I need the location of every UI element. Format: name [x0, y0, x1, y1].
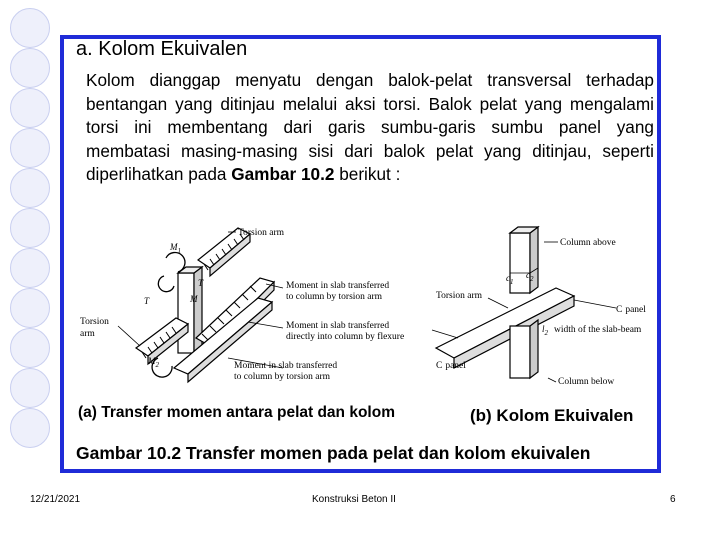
- label-c2-letter: c: [526, 270, 530, 280]
- label-l2-sub: 2: [544, 329, 549, 337]
- body-paragraph: [86, 69, 654, 187]
- label-moment-flexure-a: Moment in slab transferred: [286, 321, 390, 331]
- label-moment-torsion-1a: Moment in slab transferred: [286, 281, 390, 291]
- figure-b-caption: (b) Kolom Ekuivalen: [470, 406, 634, 425]
- paragraph-text: Kolom dianggap menyatu dengan balok-pelat transversal terhadap bentangan yang ditinjau melalui aksi torsi. Balok pelat yang mengalami torsi ini membentang dari garis sumbu-garis sumbu panel yang membatasi masing-masing sisi dari balok pelat yang ditinjau, seperti diperlihatkan pada: [86, 70, 654, 184]
- label-moment-torsion-2b: to column by torsion arm: [234, 372, 331, 382]
- figure-b-drawing: [432, 227, 616, 382]
- footer-page-number: 6: [670, 494, 676, 505]
- figure-a-caption: (a) Transfer momen antara pelat dan kolom: [78, 404, 395, 421]
- figure-caption: Gambar 10.2 Transfer momen pada pelat dan kolom ekuivalen: [76, 443, 591, 463]
- slide-title: a. Kolom Ekuivalen: [76, 38, 248, 60]
- label-c1-sub: 1: [510, 278, 514, 286]
- label-m2-sub: 2: [155, 361, 159, 369]
- decorative-circles: [0, 0, 60, 480]
- label-moment-flexure-b: directly into column by flexure: [286, 332, 405, 342]
- label-t-lower: T: [144, 296, 150, 306]
- label-c1-letter: c: [506, 273, 510, 283]
- label-torsion-arm-b: Torsion arm: [436, 291, 483, 301]
- label-cl-top-text: panel: [625, 305, 646, 315]
- label-m1-sub: 1: [177, 247, 181, 255]
- label-l2-letter: l: [542, 324, 545, 334]
- label-m2-letter: M: [148, 356, 156, 366]
- footer-course: Konstruksi Beton II: [312, 494, 396, 505]
- label-torsion-arm-top: Torsion arm: [238, 228, 285, 238]
- label-t-upper: T: [198, 278, 204, 288]
- label-cl-panel-bottom: [436, 361, 466, 371]
- label-cl-panel-top: [616, 305, 646, 315]
- label-m-center: M: [190, 294, 198, 304]
- label-cl-bottom-text: panel: [445, 361, 466, 371]
- label-cl-bottom-symbol: C: [436, 361, 443, 371]
- figure-illustration: [78, 218, 668, 403]
- label-column-below: Column below: [558, 377, 615, 387]
- label-width-slab-beam: width of the slab-beam: [554, 325, 642, 335]
- label-cl-top-symbol: C: [616, 305, 623, 315]
- label-moment-torsion-1b: to column by torsion arm: [286, 292, 383, 302]
- label-m1-letter: M: [170, 242, 178, 252]
- label-column-above: Column above: [560, 238, 616, 248]
- figure-a-drawing: [118, 228, 283, 382]
- label-torsion-left-1: Torsion: [80, 317, 109, 327]
- figure-reference: Gambar 10.2: [231, 164, 335, 184]
- label-l2: [542, 324, 549, 337]
- footer-date: 12/21/2021: [30, 494, 81, 505]
- label-c2-sub: 2: [530, 275, 534, 283]
- label-torsion-left-2: arm: [80, 329, 95, 339]
- label-moment-torsion-2a: Moment in slab transferred: [234, 361, 338, 371]
- paragraph-end: berikut :: [334, 164, 401, 184]
